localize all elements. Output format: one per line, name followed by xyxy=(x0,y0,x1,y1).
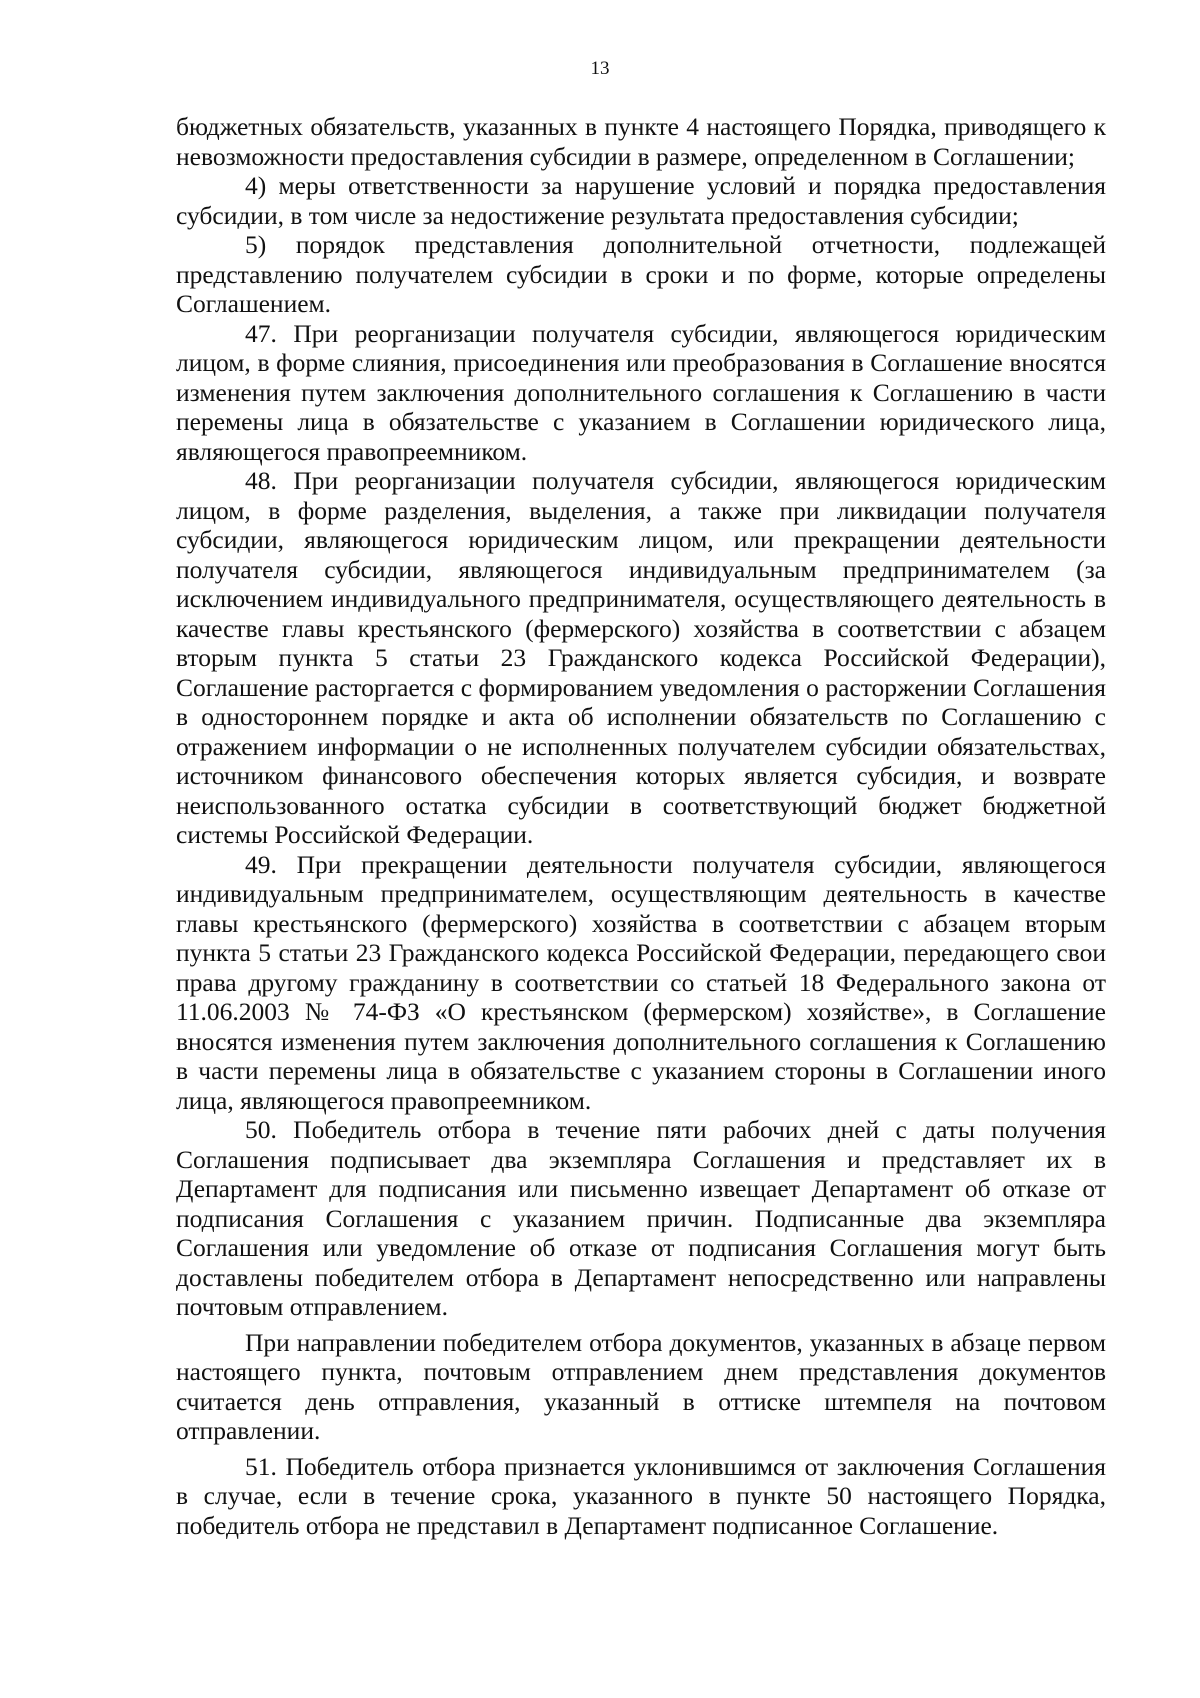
paragraph-51: 51. Победитель отбора признается уклонившимся от заключения Соглашения в случае, если в течение срока, указанного в пункте 50 настоящего Порядка, победитель отбора не представил в Департамент подписанное Соглашение. xyxy=(176,1451,1106,1540)
paragraph-item-4: 4) меры ответственности за нарушение условий и порядка предоставления субсидии, в том числе за недостижение результата предоставления субсидии; xyxy=(176,171,1106,230)
document-body xyxy=(176,112,1106,1540)
paragraph-49: 49. При прекращении деятельности получателя субсидии, являющегося индивидуальным предпринимателем, осуществляющим деятельность в качестве главы крестьянского (фермерского) хозяйства в соответствии с абзацем вторым пункта 5 статьи 23 Гражданского кодекса Российской Федерации, передающего свои права другому гражданину в соответствии со статьей 18 Федерального закона от 11.06.2003 № 74-ФЗ «О крестьянском (фермерском) хозяйстве», в Соглашение вносятся изменения путем заключения дополнительного соглашения к Соглашению в части перемены лица в обязательстве с указанием стороны в Соглашении иного лица, являющегося правопреемником. xyxy=(176,849,1106,1115)
page-number: 13 xyxy=(590,58,610,79)
paragraph-48: 48. При реорганизации получателя субсидии, являющегося юридическим лицом, в форме разделения, выделения, а также при ликвидации получателя субсидии, являющегося юридическим лицом, или прекращении деятельности получателя субсидии, являющегося индивидуальным предпринимателем (за исключением индивидуального предпринимателя, осуществляющего деятельность в качестве главы крестьянского (фермерского) хозяйства в соответствии с абзацем вторым пункта 5 статьи 23 Гражданского кодекса Российской Федерации), Соглашение расторгается с формированием уведомления о расторжении Соглашения в одностороннем порядке и акта об исполнении обязательств по Соглашению с отражением информации о не исполненных получателем субсидии обязательствах, источником финансового обеспечения которых является субсидия, и возврате неиспользованного остатка субсидии в соответствующий бюджет бюджетной системы Российской Федерации. xyxy=(176,466,1106,849)
paragraph-continuation: бюджетных обязательств, указанных в пункте 4 настоящего Порядка, приводящего к невозможности предоставления субсидии в размере, определенном в Соглашении; xyxy=(176,112,1106,171)
paragraph-50: 50. Победитель отбора в течение пяти рабочих дней с даты получения Соглашения подписывает два экземпляра Соглашения и представляет их в Департамент для подписания или письменно извещает Департамент об отказе от подписания Соглашения с указанием причин. Подписанные два экземпляра Соглашения или уведомление об отказе от подписания Соглашения могут быть доставлены победителем отбора в Департамент непосредственно или направлены почтовым отправлением. xyxy=(176,1115,1106,1321)
paragraph-50-second: При направлении победителем отбора документов, указанных в абзаце первом настоящего пункта, почтовым отправлением днем представления документов считается день отправления, указанный в оттиске штемпеля на почтовом отправлении. xyxy=(176,1327,1106,1445)
paragraph-47: 47. При реорганизации получателя субсидии, являющегося юридическим лицом, в форме слияния, присоединения или преобразования в Соглашение вносятся изменения путем заключения дополнительного соглашения к Соглашению в части перемены лица в обязательстве с указанием в Соглашении юридического лица, являющегося правопреемником. xyxy=(176,318,1106,466)
paragraph-item-5: 5) порядок представления дополнительной отчетности, подлежащей представлению получателем субсидии в сроки и по форме, которые определены Соглашением. xyxy=(176,230,1106,318)
